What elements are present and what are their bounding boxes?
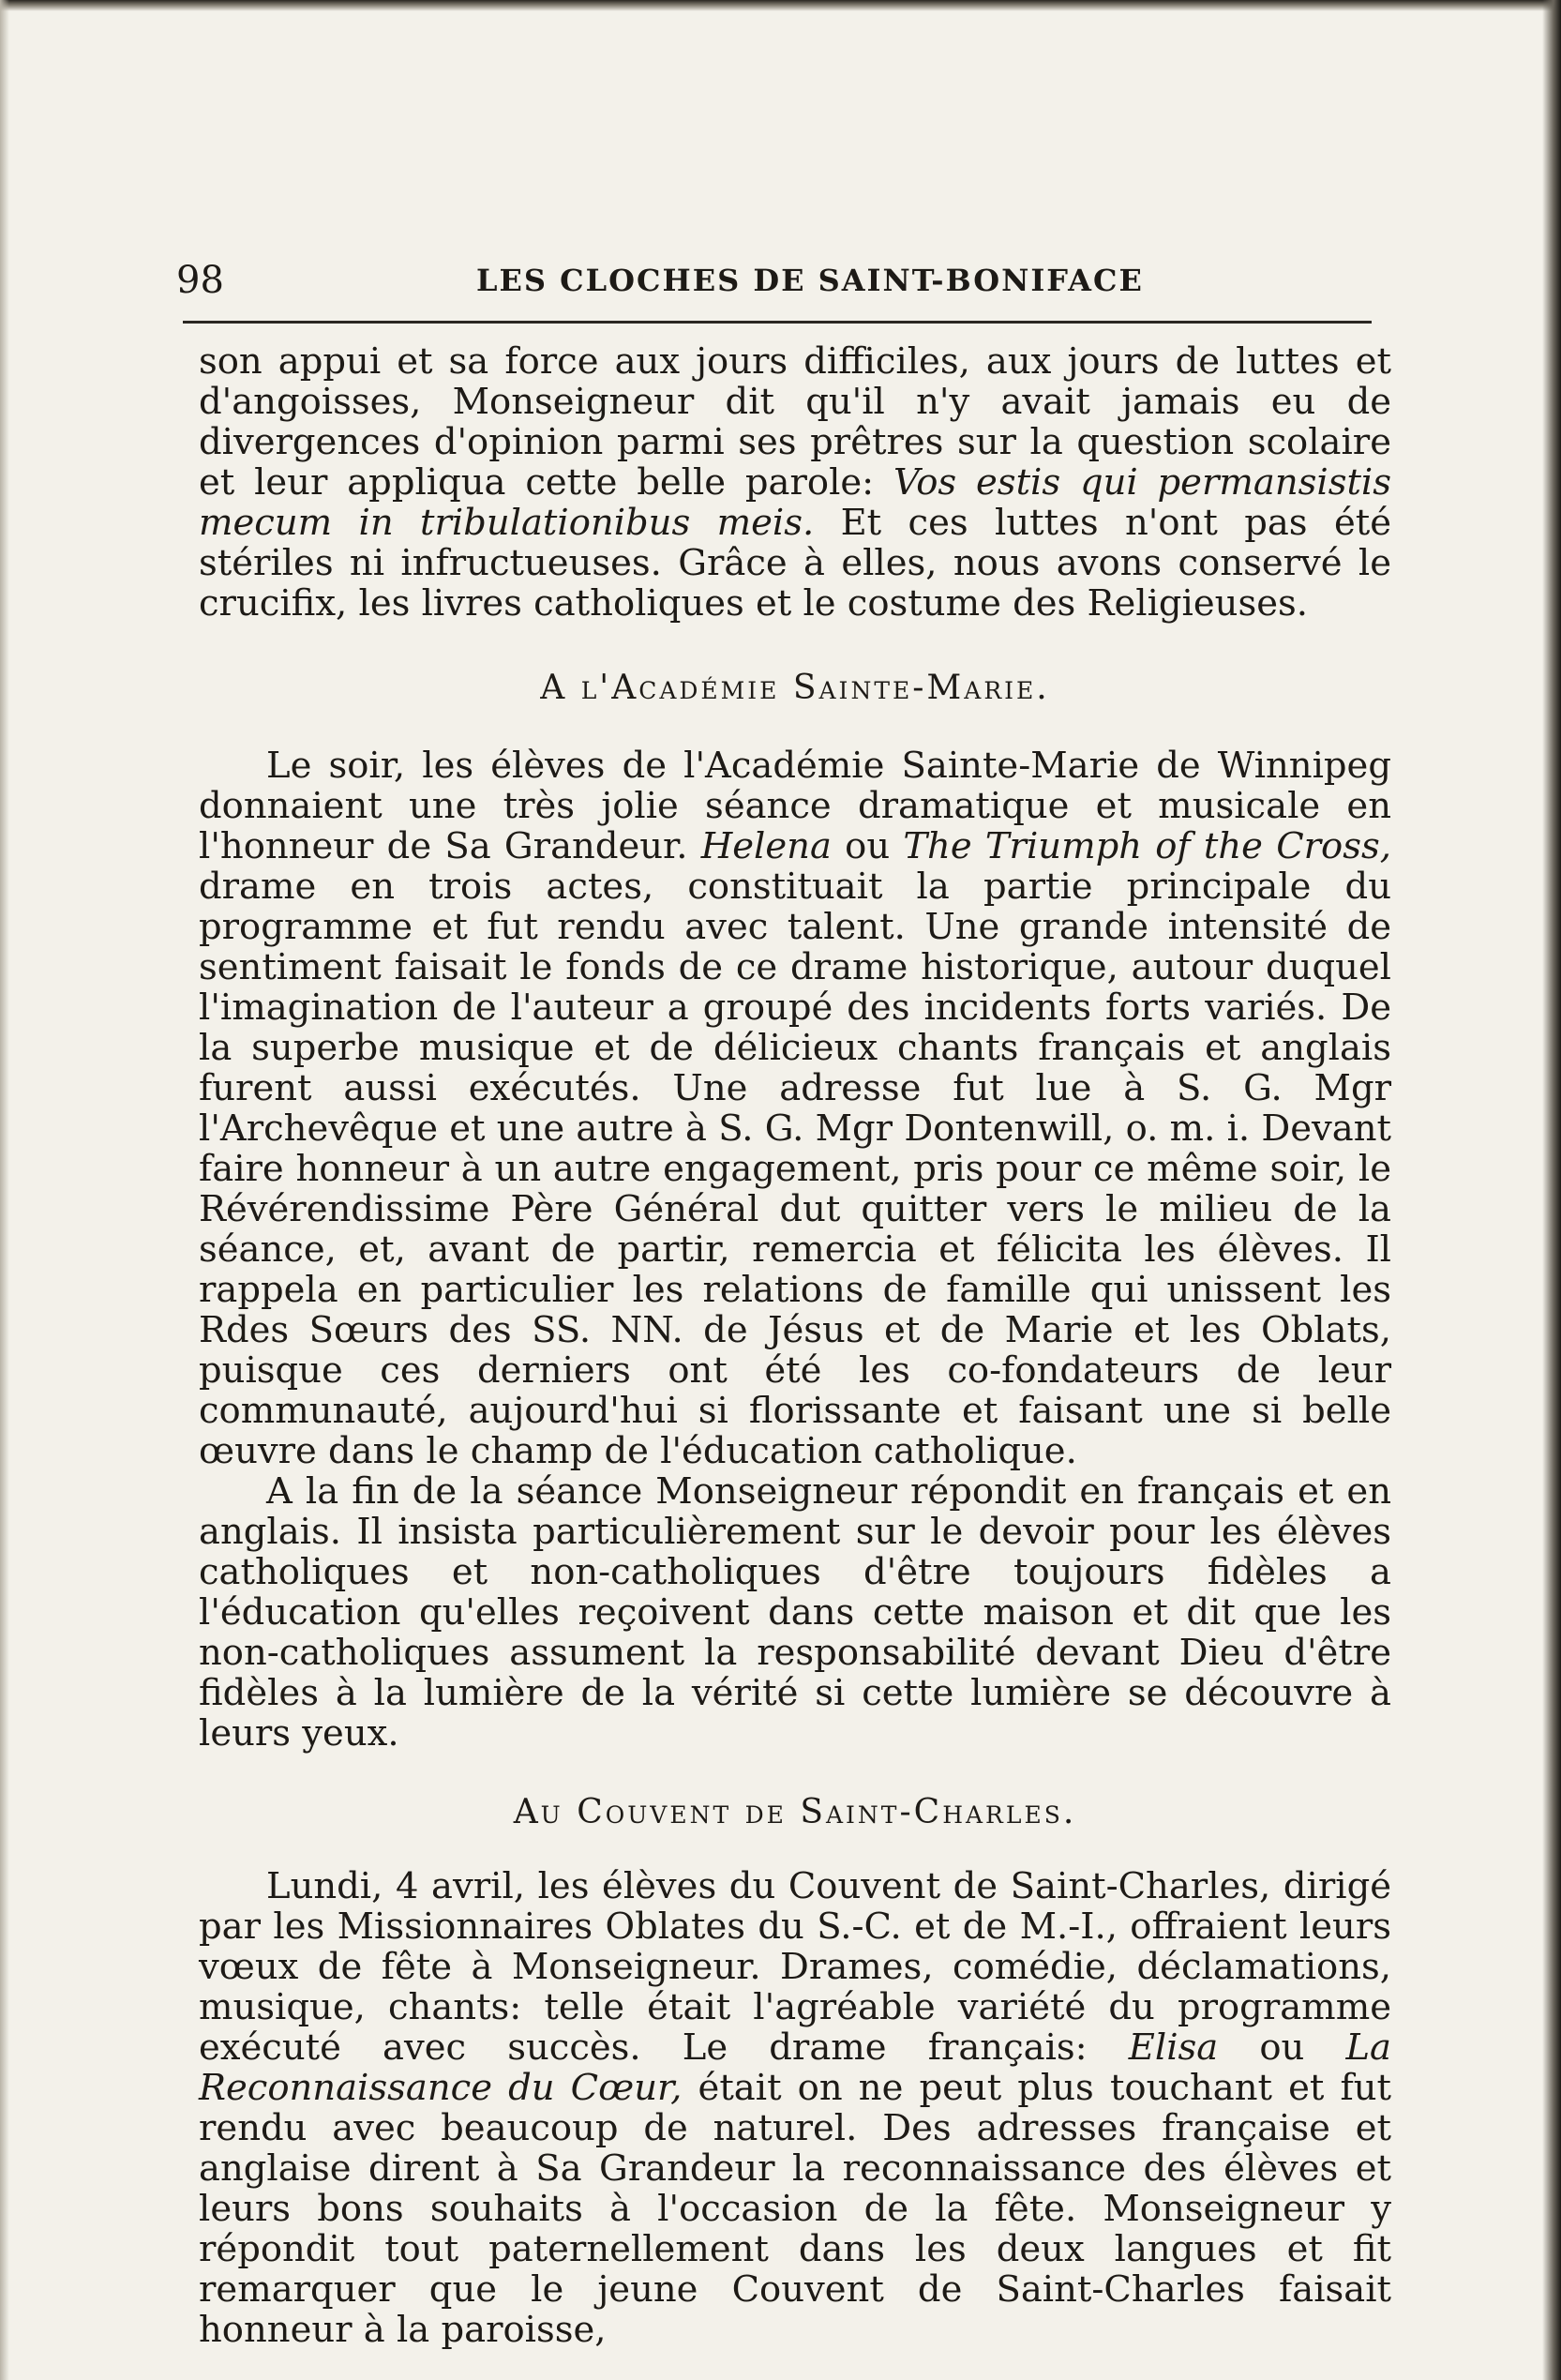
section-heading-couvent: Au Couvent de Saint-Charles. — [513, 1793, 1077, 1831]
scan-edge-top — [0, 0, 1561, 11]
work-title: La Reconnaissance du Cœur, — [199, 2026, 1391, 2109]
paragraph-couvent-1 — [199, 1866, 1391, 2350]
work-title: Elisa — [1128, 2026, 1219, 2069]
paragraph-text: ou — [831, 825, 904, 867]
paragraph-text: Lundi, 4 avril, les élèves du Couvent de Saint-Charles, dirigé par les Missionnaires Oblates du S.-C. et de M.-I., offraient leurs vœux de fête à Monseigneur. Drames, comédie, déclamations, musique, chants: telle était l'agréable variété du programme exécuté avec succès. Le drame français: — [199, 1865, 1391, 2069]
section-heading-academie: A l'Académie Sainte-Marie. — [540, 669, 1050, 707]
paragraph-text: était on ne peut plus touchant et fut rendu avec beaucoup de naturel. Des adresses française et anglaise dirent à Sa Grandeur la reconnaissance des élèves et leurs bons souhaits à l'occasion de la fête. Monseigneur y répondit tout paternellement dans les deux langues et fit remarquer que le jeune Couvent de Saint-Charles faisait honneur à la paroisse, — [199, 2067, 1391, 2351]
paragraph-text: Et ces luttes n'ont pas été stériles ni infructueuses. Grâce à elles, nous avons conservé le crucifix, les livres catholiques et le costume des Religieuses. — [199, 502, 1391, 625]
paragraph-academie-1 — [199, 746, 1391, 1471]
running-title: LES CLOCHES DE SAINT-BONIFACE — [476, 263, 1144, 298]
page-number: 98 — [176, 259, 224, 302]
work-title: Helena — [700, 825, 832, 867]
paragraph-text: ou — [1218, 2026, 1346, 2069]
scan-edge-left — [0, 0, 9, 2380]
header-rule — [183, 321, 1372, 324]
paragraph-text: son appui et sa force aux jours difficiles, aux jours de luttes et d'angoisses, Monseigneur dit qu'il n'y avait jamais eu de divergences d'opinion parmi ses prêtres sur la question scolaire et leur appliqua cette belle parole: — [199, 340, 1391, 504]
paragraph-academie-2: A la fin de la séance Monseigneur répondit en français et en anglais. Il insista particulièrement sur le devoir pour les élèves catholiques et non-catholiques d'être toujours fidèles a l'éducation qu'elles reçoivent dans cette maison et dit que les non-catholiques assument la responsabilité devant Dieu d'être fidèles à la lumière de la vérité si cette lumière se découvre à leurs yeux. — [199, 1470, 1391, 1755]
latin-quote: Vos estis qui permansistis mecum in tribulationibus meis. — [199, 461, 1391, 544]
paragraph-continuation — [199, 341, 1391, 624]
scan-edge-right — [1542, 0, 1561, 2380]
body-text — [199, 341, 1391, 2350]
page-header — [176, 253, 1378, 309]
paragraph-text: drame en trois actes, constituait la partie principale du programme et fut rendu avec talent. Une grande intensité de sentiment faisait le fonds de ce drame historique, autour duquel l'imagination de l'auteur a groupé des incidents forts variés. De la superbe musique et de délicieux chants français et anglais furent aussi exécutés. Une adresse fut lue à S. G. Mgr l'Archevêque et une autre à S. G. Mgr Dontenwill, o. m. i. Devant faire honneur à un autre engagement, pris pour ce même soir, le Révérendissime Père Général dut quitter vers le milieu de la séance, et, avant de partir, remercia et félicita les élèves. Il rappela en particulier les relations de famille qui unissent les Rdes Sœurs des SS. NN. de Jésus et de Marie et les Oblats, puisque ces derniers ont été les co-fondateurs de leur communauté, aujourd'hui si florissante et faisant une si belle œuvre dans le champ de l'éducation catholique. — [199, 866, 1391, 1472]
paragraph-text: Le soir, les élèves de l'Académie Sainte-Marie de Winnipeg donnaient une très jolie séance dramatique et musicale en l'honneur de Sa Grandeur. — [199, 745, 1391, 867]
work-title: The Triumph of the Cross, — [903, 825, 1391, 867]
